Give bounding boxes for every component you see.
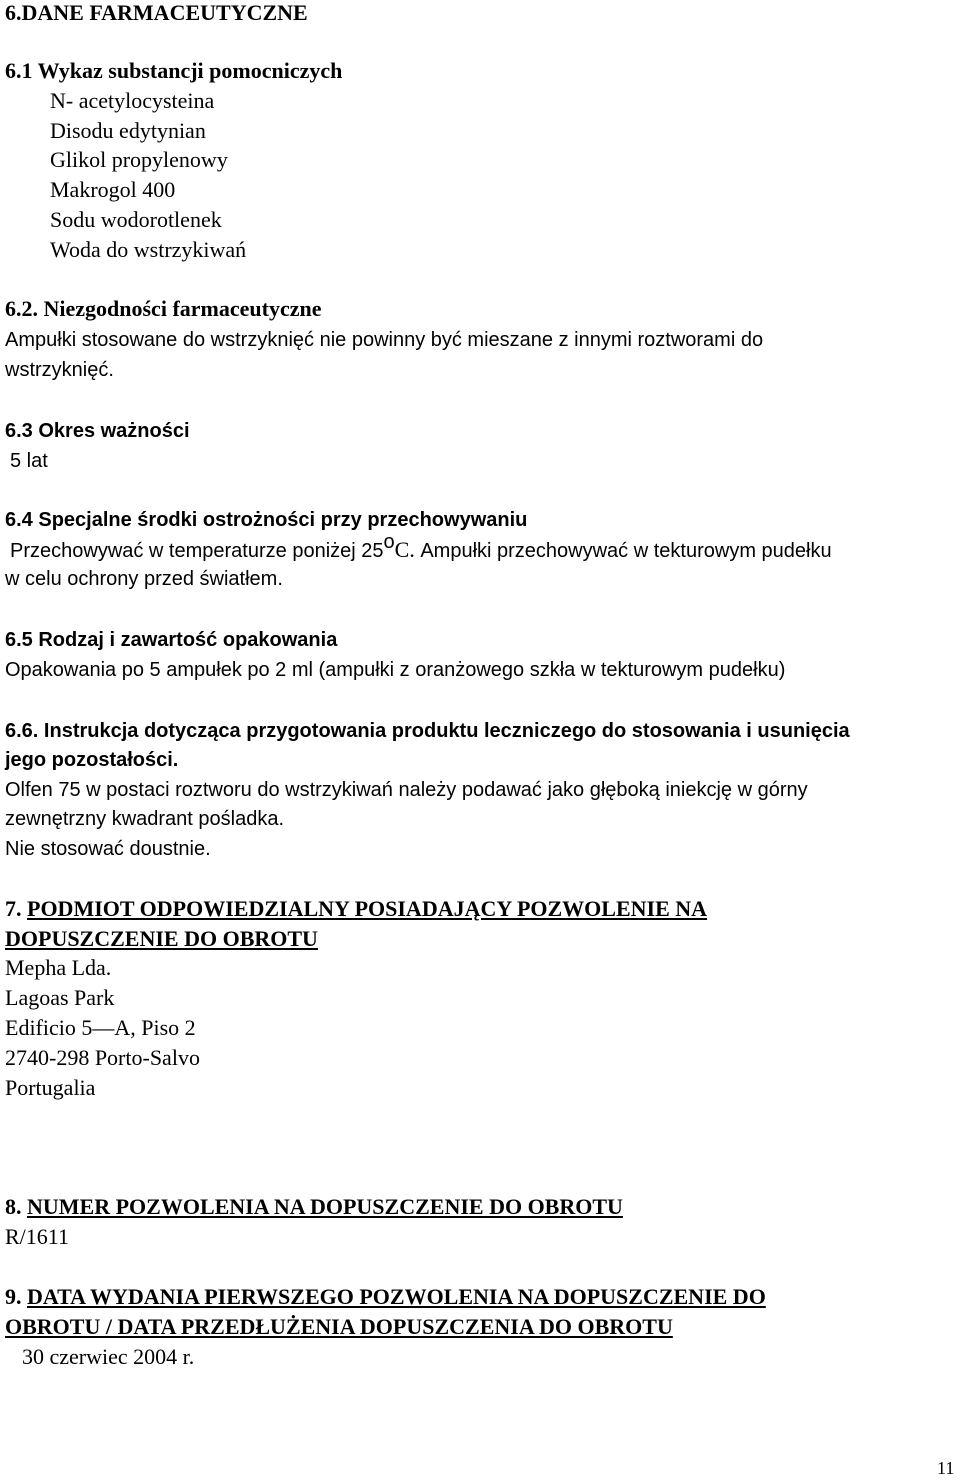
section-6-6-text-line: Nie stosować doustnie. xyxy=(5,838,211,860)
authorization-number: R/1611 xyxy=(5,1224,69,1249)
excipient-item: Disodu edytynian xyxy=(50,118,206,143)
section-9-heading xyxy=(5,1284,766,1310)
excipient-item: N- acetylocysteina xyxy=(50,88,215,113)
section-6-2-text-line: Ampułki stosowane do wstrzyknięć nie powinny być mieszane z innymi roztworami do xyxy=(5,329,764,351)
section-6-2-heading: 6.2. Niezgodności farmaceutyczne xyxy=(5,296,322,321)
section-7-heading xyxy=(5,896,707,922)
section-9-title: DATA WYDANIA PIERWSZEGO POZWOLENIA NA DOPUSZCZENIE DO xyxy=(27,1284,766,1309)
address-line: 2740-298 Porto-Salvo xyxy=(5,1045,200,1070)
section-6-6-text-line: zewnętrzny kwadrant pośladka. xyxy=(5,808,285,830)
section-6-6-text-line: Olfen 75 w postaci roztworu do wstrzykiwań należy podawać jako głęboką iniekcję w górny xyxy=(5,779,808,801)
section-6-3-heading: 6.3 Okres ważności xyxy=(5,420,190,442)
shelf-life-value: 5 lat xyxy=(10,450,48,472)
section-6-6-heading: 6.6. Instrukcja dotycząca przygotowania produktu leczniczego do stosowania i usunięcia xyxy=(5,720,850,742)
address-line: Edificio 5—A, Piso 2 xyxy=(5,1015,196,1040)
storage-temperature-text: Przechowywać w temperaturze poniżej 25 xyxy=(10,540,384,562)
section-6-4-heading: 6.4 Specjalne środki ostrożności przy przechowywaniu xyxy=(5,509,528,531)
section-6-4-text-line xyxy=(10,531,832,564)
section-7-title: PODMIOT ODPOWIEDZIALNY POSIADAJĄCY POZWOLENIE NA xyxy=(27,896,708,921)
section-7-number: 7. xyxy=(5,896,22,921)
section-6-2-text-line: wstrzyknięć. xyxy=(5,359,114,381)
excipient-item: Sodu wodorotlenek xyxy=(50,207,222,232)
excipient-item: Makrogol 400 xyxy=(50,177,176,202)
degree-superscript: o xyxy=(383,531,395,553)
section-6-5-heading: 6.5 Rodzaj i zawartość opakowania xyxy=(5,629,338,651)
section-7-title: DOPUSZCZENIE DO OBROTU xyxy=(5,926,318,951)
section-8-heading xyxy=(5,1194,623,1220)
celsius-text: C. xyxy=(394,537,415,562)
section-6-1-heading: 6.1 Wykaz substancji pomocniczych xyxy=(5,58,343,83)
section-6-5-text-line: Opakowania po 5 ampułek po 2 ml (ampułki z oranżowego szkła w tekturowym pudełku) xyxy=(5,659,786,681)
excipient-item: Woda do wstrzykiwań xyxy=(50,237,247,262)
section-6-heading: 6.DANE FARMACEUTYCZNE xyxy=(5,0,308,25)
storage-packaging-text: Ampułki przechowywać w tekturowym pudełku xyxy=(420,540,832,562)
section-6-6-heading: jego pozostałości. xyxy=(5,749,179,771)
address-line: Portugalia xyxy=(5,1075,96,1100)
section-8-title: NUMER POZWOLENIA NA DOPUSZCZENIE DO OBROTU xyxy=(27,1194,623,1219)
authorization-date: 30 czerwiec 2004 r. xyxy=(22,1344,195,1369)
section-6-4-text-line: w celu ochrony przed światłem. xyxy=(5,568,283,590)
excipient-item: Glikol propylenowy xyxy=(50,147,228,172)
section-8-number: 8. xyxy=(5,1194,22,1219)
address-line: Mepha Lda. xyxy=(5,955,112,980)
section-9-title: OBROTU / DATA PRZEDŁUŻENIA DOPUSZCZENIA DO OBROTU xyxy=(5,1314,673,1339)
section-9-number: 9. xyxy=(5,1284,22,1309)
page-number: 11 xyxy=(937,1458,955,1478)
address-line: Lagoas Park xyxy=(5,985,115,1010)
